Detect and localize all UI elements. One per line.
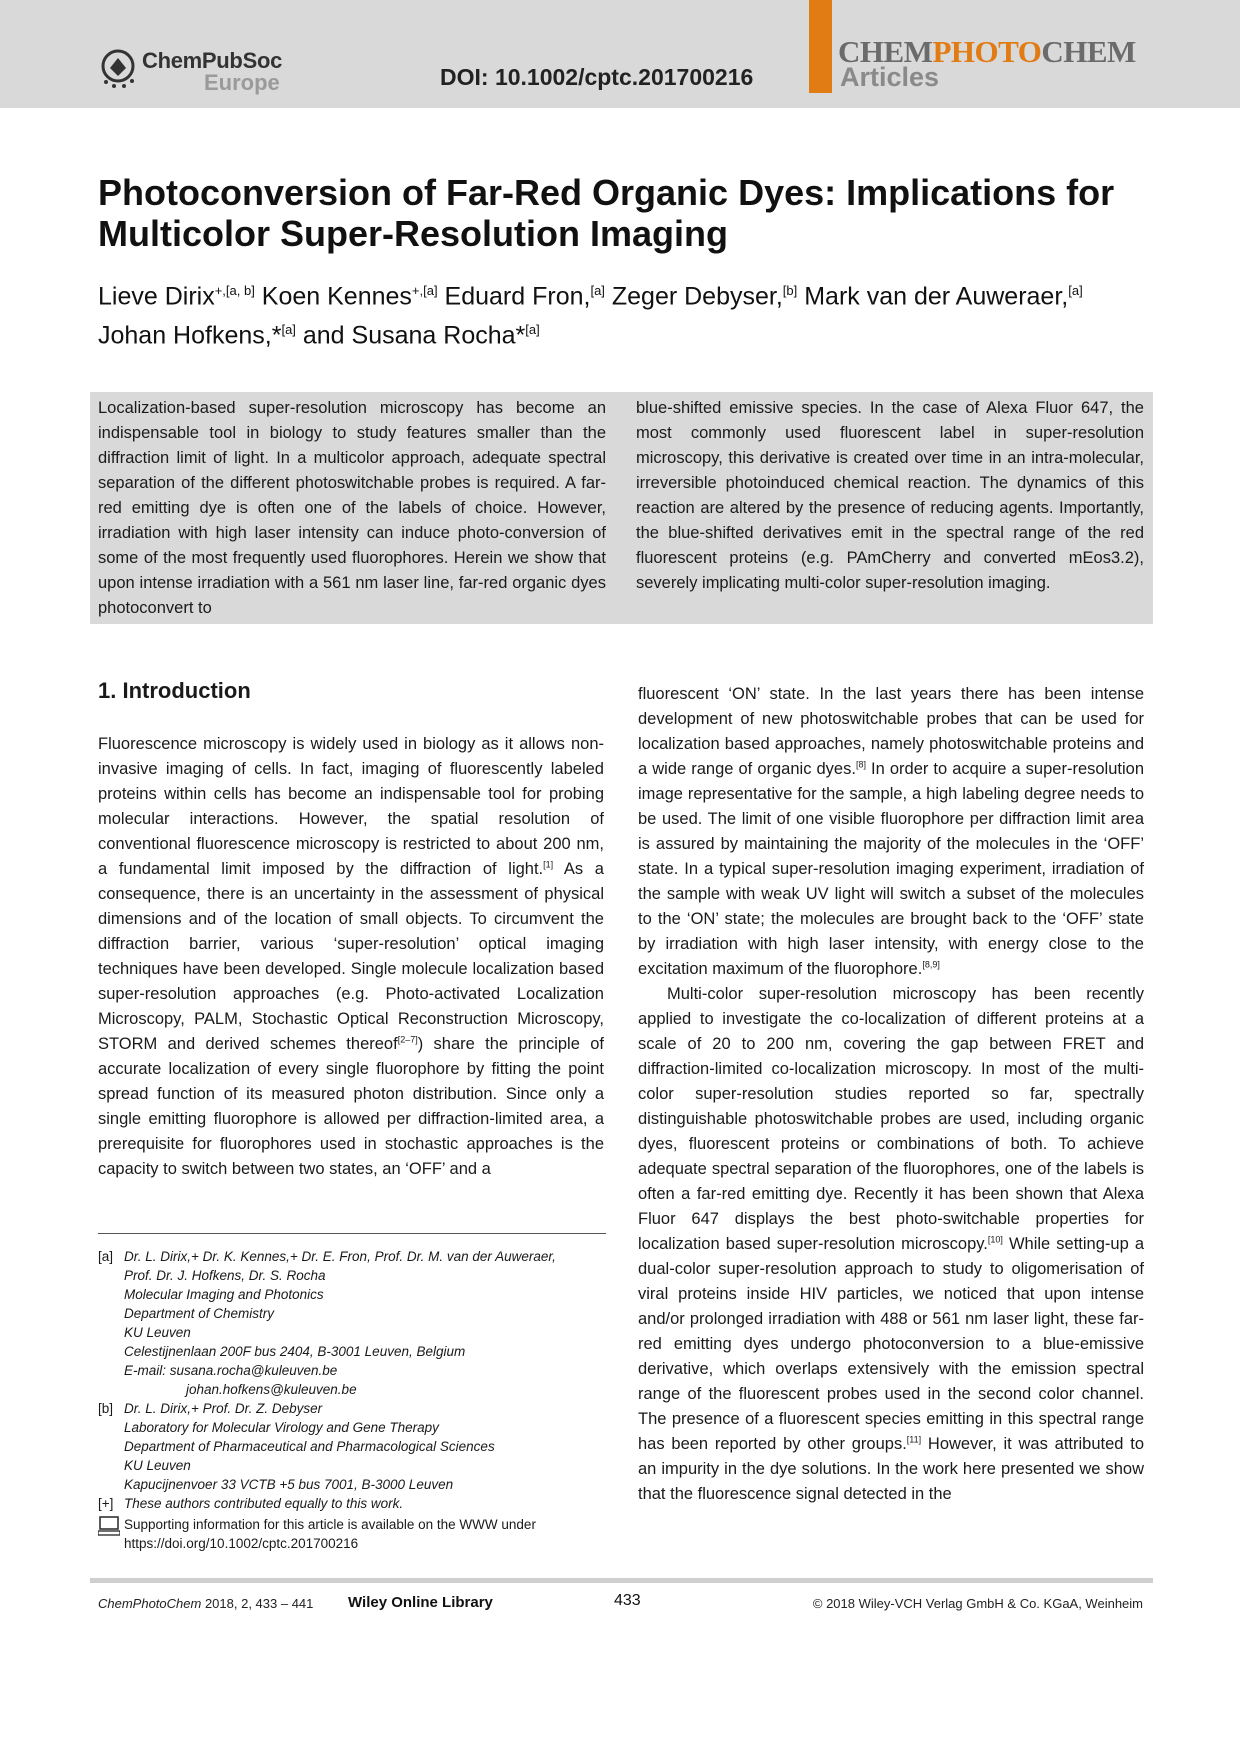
intro-left-text-b: As a consequence, there is an uncertainty in the assessment of physical dimensions and of the location of small objects. To circumvent the diffraction barrier, various ‘super-resolution’ optical imaging techniques have been developed. Single molecule localization based super-resolution approaches (e.g. Photo-activated Localization Microscopy, PALM, Stochastic Optical Reconstruction Microscopy, STORM and derived schemes thereof [98,860,604,1053]
footer-divider [90,1578,1153,1583]
footer-citation [98,1596,313,1611]
intro-left-text-c: ) share the principle of accurate localization of every single fluorophore by fitting the point spread function of its measured photon distribution. Since only a single emitting fluorophore is allowed per diffraction-limited area, a prerequisite for fluorophores used in stochastic approaches is the capacity to switch between two states, an ‘OFF’ and a [98,1035,604,1178]
supporting-info [98,1515,618,1553]
author-affiliation: [a] [590,283,605,298]
accent-bar [809,0,832,93]
citation-ref[interactable]: [2–7] [397,1034,418,1045]
abstract-left: Localization-based super-resolution microscopy has become an indispensable tool in biology to study features smaller than the diffraction limit of light. In a multicolor approach, adequate spectral separation of the different photoswitchable probes is required. A far-red emitting dye is often one of the labels of choice. However, irradiation with high laser intensity can induce photo-conversion of some of the most frequently used fluorophores. Herein we show that upon intense irradiation with a 561 nm laser line, far-red organic dyes photoconvert to [98,399,606,617]
footer-journal: ChemPhotoChem [98,1596,202,1611]
footnote-line: Dr. L. Dirix,+ Dr. K. Kennes,+ Dr. E. Fron, Prof. Dr. M. van der Auweraer, [124,1249,556,1264]
citation-ref[interactable]: [8] [855,759,866,770]
footnote-a-text [124,1247,618,1399]
footnote-b [98,1399,618,1494]
author-mark: + [411,283,420,298]
author-affiliation: [a] [525,322,540,338]
author-affiliation: ,[a, b] [222,283,255,298]
section-heading: 1. Introduction [98,678,251,703]
footnote-plus-text: These authors contributed equally to this work. [124,1496,404,1511]
author-affiliation: ,[a] [419,283,438,298]
paragraph [638,682,1144,982]
footnote-line: KU Leuven [124,1458,191,1473]
journal-name-part2: PHOTO [932,34,1042,69]
author-name: Koen Kennes [261,282,412,311]
footnote-line: KU Leuven [124,1325,191,1340]
footnote-line: johan.hofkens@kuleuven.be [186,1382,357,1397]
author-mark: + [214,283,223,298]
author-name: Johan Hofkens,* [98,321,282,350]
citation-ref[interactable]: [11] [906,1434,922,1445]
intro-right-text-a: fluorescent ‘ON’ state. In the last years there has been intense development of new photoswitchable probes that can be used for localization based approaches, namely photoswitchable proteins and a wide range of organic dyes. [638,685,1144,778]
publisher-logo[interactable] [100,46,300,96]
footnote-tag: [b] [98,1401,114,1416]
intro-right-text-c: Multi-color super-resolution microscopy has been recently applied to investigate the co-localization of different proteins at a scale of 20 to 200 nm, covering the gap between FRET and diffraction-limited co-localization microscopy. In most of the multi-color super-resolution studies reported so far, spectrally distinguishable photoswitchable probes are used, including organic dyes, fluorescent proteins or combinations of both. To achieve adequate spectral separation of the fluorophores, one of the labels is often a far-red emitting dye. Recently it has been shown that Alexa Fluor 647 displays the best photo-switchable properties for localization based super-resolution microscopy. [638,985,1144,1253]
intro-left-column [98,732,604,1182]
chempubsoc-logo-icon [100,46,140,90]
citation-ref[interactable]: [10] [987,1234,1003,1245]
footnote-b-text [124,1399,618,1494]
author-name: Eduard Fron, [444,282,591,311]
author-name: Mark van der Auweraer, [804,282,1069,311]
footnote-tag: [a] [98,1249,114,1264]
doi-link[interactable]: DOI: 10.1002/cptc.201700216 [440,64,754,90]
author-list [98,274,1148,353]
intro-right-text-b: In order to acquire a super-resolution image representative for the sample, a high labeling degree needs to be used. The limit of one visible fluorophore per diffraction limit area is assured by maintaining the majority of the molecules in the ‘OFF’ state. In a typical super-resolution imaging experiment, irradiation of the sample with weak UV light will switch a subset of the molecules to the ‘ON’ state; the molecules are brought back to the ‘OFF’ state by irradiation with high laser intensity, with energy close to the excitation maximum of the fluorophore. [638,760,1144,978]
journal-name-part3: CHEM [1041,34,1136,69]
intro-right-column [638,682,1144,1507]
author-name: and Susana Rocha* [302,321,526,350]
section-label: Articles [840,62,940,92]
abstract-right: blue-shifted emissive species. In the case of Alexa Fluor 647, the most commonly used fluorescent label in super-resolution microscopy, this derivative is created over time in an intra-molecular, irreversible photoinduced chemical reaction. The dynamics of this reaction are altered by the presence of reducing agents. Importantly, the blue-shifted derivatives emit in the spectral range of the red fluorescent proteins (e.g. PAmCherry and converted mEos3.2), severely implicating multi-color super-resolution imaging. [636,399,1144,592]
logo-name: ChemPubSoc [142,48,283,73]
footnote-line: Department of Chemistry [124,1306,275,1321]
footnote-divider [98,1233,606,1234]
footnote-line: Dr. L. Dirix,+ Prof. Dr. Z. Debyser [124,1401,323,1416]
computer-icon [98,1516,120,1536]
footnotes [98,1247,618,1553]
wiley-online-library-link[interactable]: Wiley Online Library [348,1594,493,1611]
author-affiliation: [a] [1068,283,1083,298]
footnote-line: Laboratory for Molecular Virology and Gene Therapy [124,1420,439,1435]
footnote-line: Molecular Imaging and Photonics [124,1287,324,1302]
page-number: 433 [614,1592,641,1609]
author-affiliation: [b] [782,283,798,298]
intro-left-text-a: Fluorescence microscopy is widely used in biology as it allows non-invasive imaging of cells. In fact, imaging of fluorescently labeled proteins within cells has become an indispensable tool for probing molecular interactions. However, the spatial resolution of conventional fluorescence microscopy is restricted to about 200 nm, a fundamental limit imposed by the diffraction of light. [98,735,604,878]
citation-ref[interactable]: [8,9] [922,959,940,970]
footer-citation-text: 2018, 2, 433 – 441 [204,1596,314,1611]
footnote-line: E-mail: susana.rocha@kuleuven.be [124,1363,338,1378]
author-affiliation: [a] [281,322,296,338]
paragraph [638,982,1144,1507]
intro-right-text-d: While setting-up a dual-color super-resolution approach to study to oligomerisation of viral proteins inside HIV particles, we noticed that upon intense and/or prolonged irradiation with 488 or 561 nm laser light, these far-red emitting dyes undergo photoconversion to a blue-emissive derivative, which overlaps extensively with the emission spectral range of the fluorescent probes used in the second color channel. The presence of a fluorescent species emitting in this spectral range has been reported by other groups. [638,1235,1144,1453]
logo-sub: Europe [204,70,280,95]
footnote-line: Department of Pharmaceutical and Pharmacological Sciences [124,1439,495,1454]
article-title: Photoconversion of Far-Red Organic Dyes: Implications for Multicolor Super-Resolution Imaging [98,172,1115,254]
journal-name-part1: CHEM [838,34,933,69]
supporting-info-text[interactable]: Supporting information for this article is available on the WWW under https://doi.org/10.1002/cptc.201700216 [124,1517,536,1551]
footnote-line: Prof. Dr. J. Hofkens, Dr. S. Rocha [124,1268,326,1283]
author-name: Zeger Debyser, [611,282,783,311]
footnote-line: Celestijnenlaan 200F bus 2404, B-3001 Leuven, Belgium [124,1344,466,1359]
footnote-plus [98,1494,618,1513]
citation-ref[interactable]: [1] [543,859,554,870]
footnote-tag: [+] [98,1496,114,1511]
footnote-line: Kapucijnenvoer 33 VCTB +5 bus 7001, B-3000 Leuven [124,1477,454,1492]
copyright: © 2018 Wiley-VCH Verlag GmbH & Co. KGaA, Weinheim [812,1596,1143,1611]
intro-right-text-e: However, it was attributed to an impurity in the dye solutions. In the work here presented we show that the fluorescence signal detected in the [638,1435,1144,1503]
footnote-a [98,1247,618,1399]
author-name: Lieve Dirix [98,282,215,311]
